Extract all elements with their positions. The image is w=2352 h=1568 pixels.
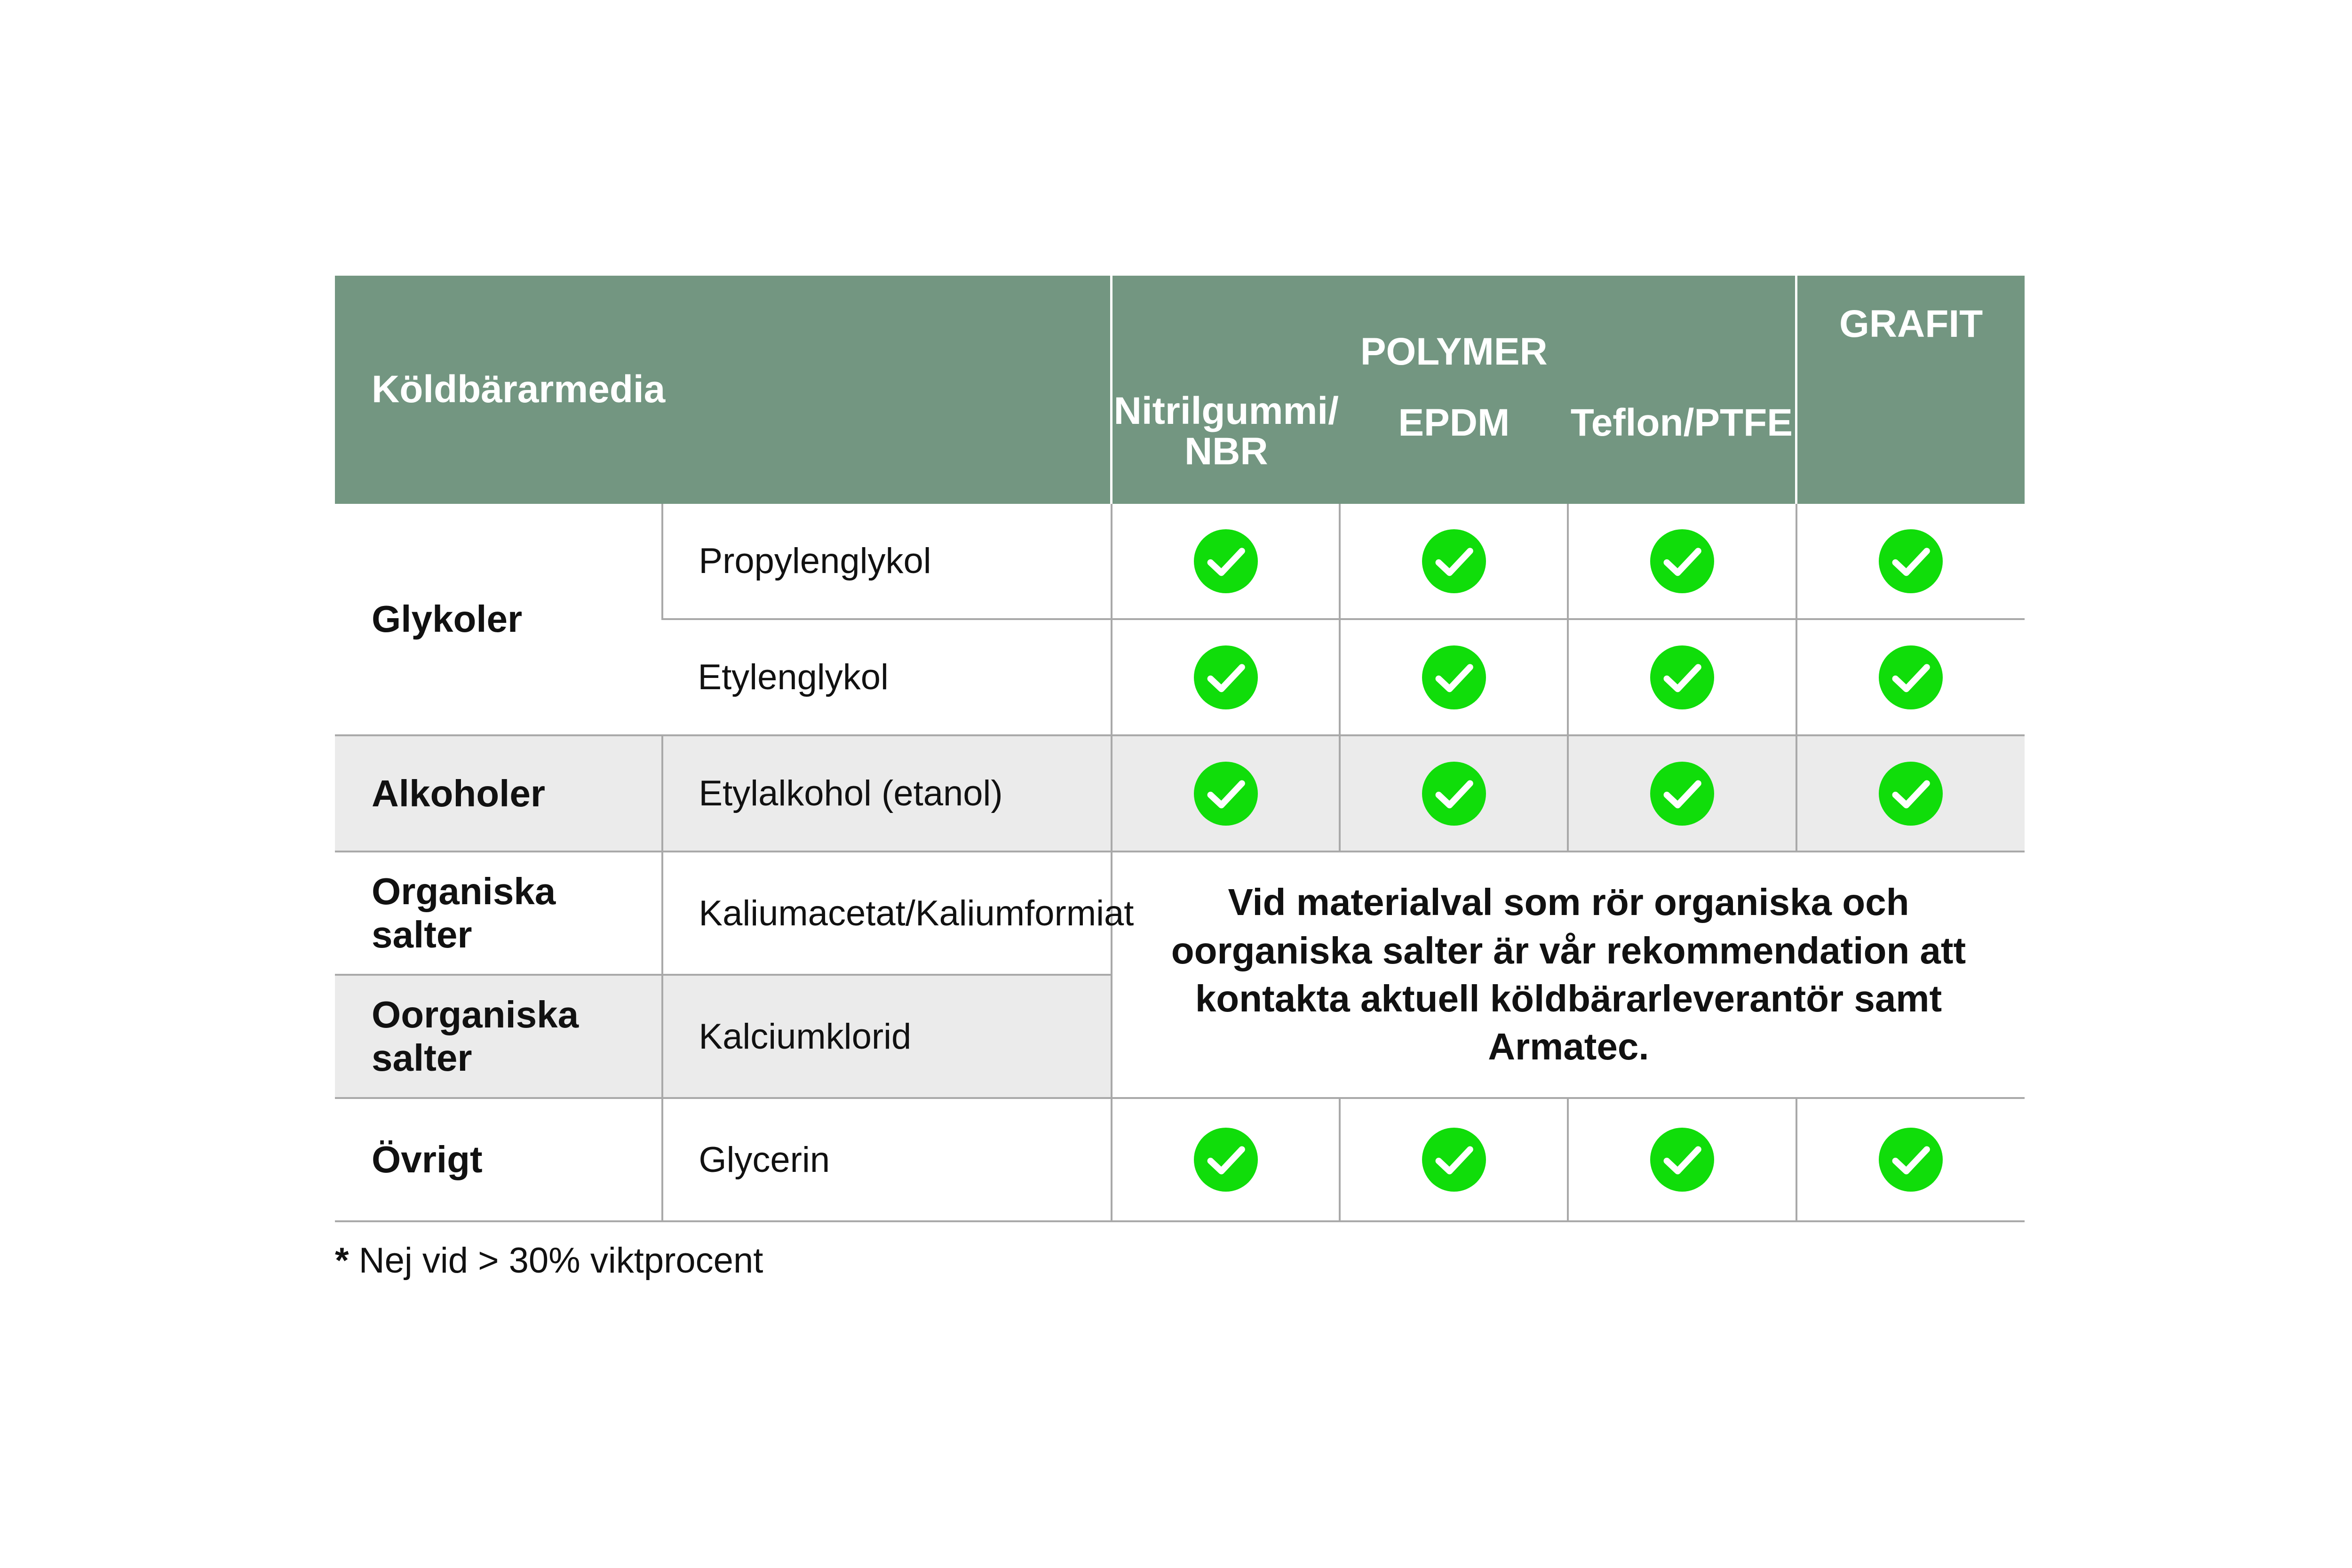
cell-ptfe [1568, 504, 1796, 619]
row-category-glykoler: Glykoler [335, 504, 662, 735]
table-row [335, 735, 2025, 852]
header-col-ptfe: Teflon/PTFE [1568, 386, 1796, 504]
row-category-oorganiska: Oorganiska salter [335, 975, 662, 1098]
row-item-kalciumklorid: Kalciumklorid [662, 975, 1112, 1098]
check-circle-icon [1422, 529, 1486, 593]
row-item-etylenglykol: Etylenglykol [662, 619, 1112, 735]
salts-recommendation-note: Vid materialval som rör organiska och oorganiska salter är vår rekommendation att kontakta aktuell köldbärarleverantör samt Armatec. [1112, 852, 2025, 1098]
check-circle-icon [1194, 645, 1258, 709]
check-circle-icon [1422, 645, 1486, 709]
check-circle-icon [1879, 529, 1943, 593]
cell-grafit [1796, 504, 2025, 619]
check-circle-icon [1650, 645, 1714, 709]
row-item-etylalkohol: Etylalkohol (etanol) [662, 735, 1112, 852]
header-group-polymer: POLYMER [1112, 276, 1796, 386]
check-circle-icon [1194, 762, 1258, 826]
row-category-alkoholer: Alkoholer [335, 735, 662, 852]
header-media: Köldbärarmedia [335, 276, 1112, 504]
cell-grafit [1796, 1098, 2025, 1221]
table-row [335, 504, 2025, 619]
row-item-kaliumacetat: Kaliumacetat/Kaliumformiat [662, 852, 1112, 975]
header-col-nbr: Nitrilgummi/ NBR [1112, 386, 1340, 504]
footnote [335, 1240, 2025, 1281]
check-circle-icon [1650, 762, 1714, 826]
check-circle-icon [1194, 529, 1258, 593]
check-circle-icon [1879, 1128, 1943, 1192]
table-row [335, 852, 2025, 975]
cell-grafit [1796, 619, 2025, 735]
check-circle-icon [1879, 645, 1943, 709]
row-item-propylenglykol: Propylenglykol [662, 504, 1112, 619]
cell-nbr [1112, 619, 1340, 735]
cell-ptfe [1568, 735, 1796, 852]
header-col-epdm: EPDM [1340, 386, 1568, 504]
cell-grafit [1796, 735, 2025, 852]
cell-nbr [1112, 1098, 1340, 1221]
check-circle-icon [1422, 762, 1486, 826]
row-item-glycerin: Glycerin [662, 1098, 1112, 1221]
table-row [335, 1098, 2025, 1221]
cell-epdm [1340, 1098, 1568, 1221]
cell-epdm [1340, 619, 1568, 735]
row-category-organiska: Organiska salter [335, 852, 662, 975]
cell-nbr [1112, 735, 1340, 852]
check-circle-icon [1194, 1128, 1258, 1192]
row-category-ovrigt: Övrigt [335, 1098, 662, 1221]
cell-ptfe [1568, 619, 1796, 735]
cell-epdm [1340, 504, 1568, 619]
compatibility-table-container [335, 276, 2025, 1281]
footnote-marker: * [335, 1241, 349, 1281]
compatibility-table [335, 276, 2025, 1222]
check-circle-icon [1422, 1128, 1486, 1192]
footnote-text: Nej vid > 30% viktprocent [349, 1241, 763, 1281]
check-circle-icon [1650, 529, 1714, 593]
check-circle-icon [1879, 762, 1943, 826]
cell-epdm [1340, 735, 1568, 852]
cell-nbr [1112, 504, 1340, 619]
cell-ptfe [1568, 1098, 1796, 1221]
check-circle-icon [1650, 1128, 1714, 1192]
header-group-grafit: GRAFIT [1796, 276, 2025, 504]
